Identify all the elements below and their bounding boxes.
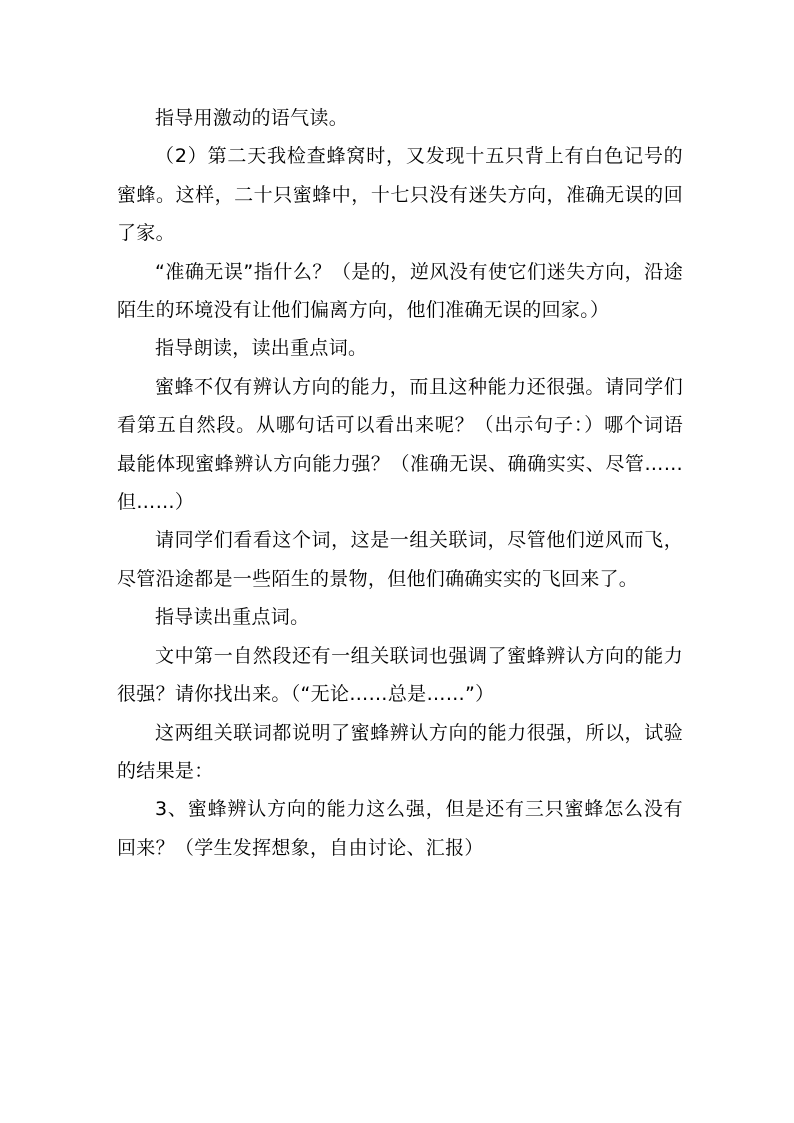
paragraph-accurate-meaning: “准确无误”指什么？（是的，逆风没有使它们迷失方向，沿途陌生的环境没有让他们偏离方向，他们准确无误的回家。） — [117, 260, 683, 322]
document-body — [117, 99, 683, 867]
paragraph-first-section-conjunction: 文中第一自然段还有一组关联词也强调了蜜蜂辨认方向的能力很强？请你找出来。（“无论……总是……”） — [117, 644, 683, 706]
paragraph-instruction-excited-reading: 指导用激动的语气读。 — [155, 107, 349, 129]
paragraph-read-key-words-2: 指导读出重点词。 — [155, 606, 310, 629]
paragraph-read-key-words: 指导朗读，读出重点词。 — [155, 337, 368, 360]
paragraph-conjunction-explanation: 请同学们看看这个词，这是一组关联词，尽管他们逆风而飞，尽管沿途都是一些陌生的景物，但他们确确实实的飞回来了。 — [117, 529, 683, 590]
paragraph-missing-bees-question: 3、蜜蜂辨认方向的能力这么强，但是还有三只蜜蜂怎么没有回来？（学生发挥想象，自由讨论、汇报） — [117, 798, 683, 859]
paragraph-experiment-result: 这两组关联词都说明了蜜蜂辨认方向的能力很强，所以，试验的结果是： — [117, 721, 683, 782]
paragraph-bee-direction-ability: 蜜蜂不仅有辨认方向的能力，而且这种能力还很强。请同学们看第五自然段。从哪句话可以看出来呢？（出示句子：）哪个词语最能体现蜜蜂辨认方向能力强？（准确无误、确确实实、尽管……但……） — [117, 375, 683, 514]
paragraph-second-day-bees: （2）第二天我检查蜂窝时，又发现十五只背上有白色记号的蜜蜂。这样，二十只蜜蜂中，十七只没有迷失方向，准确无误的回了家。 — [117, 145, 683, 245]
